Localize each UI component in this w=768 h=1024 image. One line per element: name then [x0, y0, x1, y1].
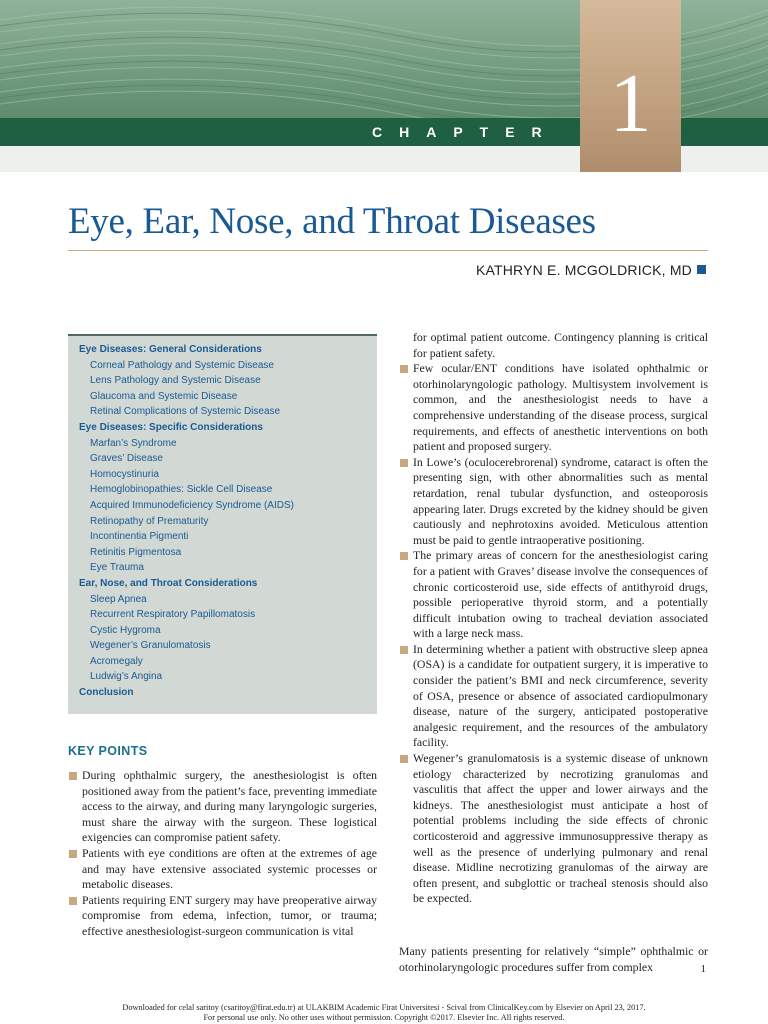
title-divider — [68, 250, 708, 251]
outline-section: Ear, Nose, and Throat Considerations — [79, 577, 258, 589]
square-bullet-icon — [69, 772, 77, 780]
right-column — [399, 330, 708, 975]
key-points-list — [68, 768, 377, 940]
key-point-item — [68, 846, 377, 893]
square-bullet-icon — [400, 646, 408, 654]
key-point-text: During ophthalmic surgery, the anesthesiologist is often positioned away from the patient’s face, preventing immediate access to the airway, and during many laryngologic surgeries, must share the airway with the surgeon. These logistical exigencies can compromise patient safety. — [82, 768, 377, 845]
download-notice: Downloaded for celal saritoy (csaritoy@firat.edu.tr) at ULAKBIM Academic Firat Universitesi - Scival from ClinicalKey.com by Elsevier on April 23, 2017. — [122, 1003, 646, 1012]
key-points-list-continued — [399, 361, 708, 907]
square-bullet-icon — [697, 265, 706, 274]
outline-list — [68, 342, 377, 701]
key-point-text: Few ocular/ENT conditions have isolated ophthalmic or otorhinolaryngologic pathology. Multisystem involvement is common, and the anesthesiologist needs to have a comprehensive understanding of the disease process, surgical requirements, and effects of anesthetic interventions on both patient and proposed surgery. — [413, 361, 708, 454]
copyright-notice: For personal use only. No other uses without permission. Copyright ©2017. Elsevier Inc. All rights reserved. — [203, 1013, 565, 1022]
outline-subsection: Eye Trauma — [90, 562, 144, 574]
key-point-item — [399, 751, 708, 907]
key-point-item — [399, 548, 708, 642]
key-point-item — [68, 768, 377, 846]
outline-subsection: Incontinentia Pigmenti — [90, 531, 189, 543]
key-point-item — [399, 642, 708, 751]
outline-subsection: Recurrent Respiratory Papillomatosis — [90, 609, 256, 621]
square-bullet-icon — [400, 459, 408, 467]
key-point-item — [399, 361, 708, 455]
key-point-text: In Lowe’s (oculocerebrorenal) syndrome, cataract is often the presenting sign, with other abnormalities such as mental retardation, renal tubular dysfunction, and osteoporosis appearing later. Drugs excreted by the kidney should be given cautiously and nephrotoxins avoided. Meticulous attention must be paid to gentle intraoperative positioning. — [413, 454, 708, 547]
outline-subsection: Wegener’s Granulomatosis — [90, 640, 211, 652]
key-point-item — [399, 455, 708, 549]
outline-section: Eye Diseases: Specific Considerations — [79, 421, 263, 433]
key-point-text: Wegener’s granulomatosis is a systemic disease of unknown etiology characterized by necrotizing granulomas and vasculitis that affect the upper and lower airways and the kidneys. The anesthesiologist must anticipate a host of potential problems including the side effects of chronic corticosteroid and aggressive immunosuppressive therapy as well as the presence of underlying pulmonary and renal disease. Midline necrotizing granulomas of the airway are often present, and subglottic or tracheal stenosis should also be expected. — [413, 751, 708, 906]
chapter-label: CHAPTER — [372, 124, 559, 140]
square-bullet-icon — [69, 897, 77, 905]
outline-subsection: Ludwig’s Angina — [90, 671, 163, 683]
key-point-text: In determining whether a patient with obstructive sleep apnea (OSA) is a candidate for outpatient surgery, it is imperative to consider the patient’s BMI and neck circumference, severity of OSA, presence or absence of associated cardiopulmonary disease, nature of the surgery, anticipated postoperative analgesic requirement, and the resources of the ambulatory facility. — [413, 641, 708, 750]
chapter-title: Eye, Ear, Nose, and Throat Diseases — [68, 201, 596, 242]
outline-subsection: Corneal Pathology and Systemic Disease — [90, 359, 274, 371]
chapter-number: 1 — [609, 57, 652, 150]
outline-section: Eye Diseases: General Considerations — [79, 344, 262, 355]
chapter-number-block — [580, 0, 681, 172]
outline-subsection: Lens Pathology and Systemic Disease — [90, 375, 261, 387]
key-point-item — [68, 893, 377, 940]
outline-subsection: Acquired Immunodeficiency Syndrome (AIDS) — [90, 499, 294, 511]
chapter-banner — [0, 0, 768, 172]
outline-subsection: Graves’ Disease — [90, 453, 163, 465]
square-bullet-icon — [400, 755, 408, 763]
outline-subsection: Hemoglobinopathies: Sickle Cell Disease — [90, 484, 273, 496]
chapter-outline — [68, 334, 377, 714]
page-number: 1 — [700, 963, 706, 975]
author-name: KATHRYN E. MCGOLDRICK, MD — [475, 262, 692, 278]
author-line — [476, 262, 706, 278]
key-points-heading: KEY POINTS — [68, 744, 148, 758]
outline-subsection: Acromegaly — [90, 655, 143, 667]
outline-subsection: Marfan’s Syndrome — [90, 437, 177, 449]
left-column — [68, 768, 377, 940]
key-point-text: The primary areas of concern for the anesthesiologist caring for a patient with Graves’ disease involve the consequences of chronic corticosteroid use, side effects of antithyroid drugs, possible perioperative thyroid storm, and a potentially difficult intubation owing to tracheal deviation associated with a large neck mass. — [413, 548, 708, 641]
outline-subsection: Homocystinuria — [90, 468, 159, 480]
key-point-continuation: for optimal patient outcome. Contingency planning is critical for patient safety. — [413, 330, 708, 360]
outline-subsection: Cystic Hygroma — [90, 624, 161, 636]
outline-subsection: Retinitis Pigmentosa — [90, 546, 182, 558]
square-bullet-icon — [400, 552, 408, 560]
outline-subsection: Glaucoma and Systemic Disease — [90, 390, 238, 402]
outline-subsection: Retinopathy of Prematurity — [90, 515, 209, 527]
square-bullet-icon — [400, 365, 408, 373]
outline-section: Conclusion — [79, 687, 134, 699]
square-bullet-icon — [69, 850, 77, 858]
body-paragraph: Many patients presenting for relatively “simple” ophthalmic or otorhinolaryngologic procedures suffer from complex — [399, 943, 708, 974]
key-point-text: Patients requiring ENT surgery may have preoperative airway compromise from edema, infection, tumor, or trauma; effective anesthesiologist-surgeon communication is vital — [82, 892, 377, 938]
outline-subsection: Retinal Complications of Systemic Disease — [90, 406, 281, 418]
outline-subsection: Sleep Apnea — [90, 593, 147, 605]
key-point-text: Patients with eye conditions are often at the extremes of age and may have extensive associated systemic processes or metabolic diseases. — [82, 845, 377, 892]
